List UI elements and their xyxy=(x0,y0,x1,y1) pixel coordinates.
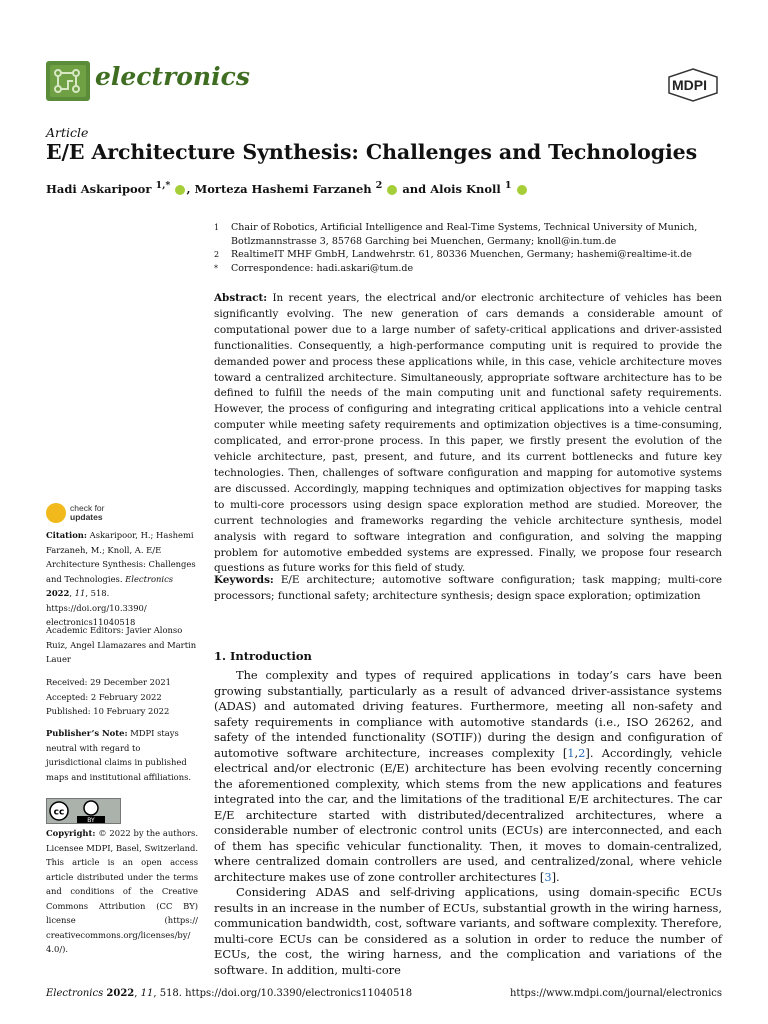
footer-journal-url[interactable]: https://www.mdpi.com/journal/electronics xyxy=(509,988,722,999)
svg-text:cc: cc xyxy=(53,807,65,818)
academic-editors: Academic Editors: Javier Alonso Ruiz, Angel Llamazares and Martin Lauer xyxy=(46,625,197,664)
paragraph: Considering ADAS and self-driving applications, using domain-specific ECUs results in an increase in the number of ECUs, substantial growth in the wiring harness, communication bandwidth, cost, software variants, and software complexity. Therefore, multi-core ECUs can be considered as a solution in order to reduce the number of ECUs, the cost, the wiring harness, and the complication and variations of the software. In addition, multi-core xyxy=(214,885,722,977)
svg-text:BY: BY xyxy=(87,817,95,823)
correspondence: * Correspondence: hadi.askari@tum.de xyxy=(214,263,414,274)
article-type: Article xyxy=(46,125,89,140)
keywords xyxy=(214,573,722,605)
keywords-text: E/E architecture; automotive software configuration; task mapping; multi-core processors; functional safety; architecture synthesis; design space exploration; optimization xyxy=(214,574,722,602)
citation-block: Citation: Askaripoor, H.; Hashemi Farzaneh, M.; Knoll, A. E/E Architecture Synthesis: Challenges and Technologies. Electronics 2022, 11, 518. https://doi.org/10.3390/ electronics11040518 xyxy=(46,530,196,627)
check-updates-icon xyxy=(46,503,66,523)
author-name: Hadi Askaripoor xyxy=(46,181,152,196)
orcid-icon[interactable] xyxy=(175,185,185,195)
citation-link[interactable]: 3 xyxy=(544,869,552,884)
abstract-label: Abstract: xyxy=(214,292,268,304)
publisher-note: Publisher’s Note: MDPI stays neutral with regard to jurisdictional claims in published maps and institutional affiliations. xyxy=(46,728,192,782)
author-name: Morteza Hashemi Farzaneh xyxy=(194,181,372,196)
author-affiliation-mark: 1 xyxy=(504,180,512,191)
author-name: Alois Knoll xyxy=(430,181,501,196)
section-heading: 1. Introduction xyxy=(214,649,312,663)
mdpi-logo xyxy=(666,68,720,102)
paragraph: The complexity and types of required applications in today’s cars have been growing substantially, particularly as a result of advanced driver-assistance systems (ADAS) and automated driving features. Furthermore, meeting all non-safety and safety requirements in compliance with automotive standards (i.e., ISO 26262, and safety of the intended functionality (SOTIF)) during the design and configuration of automotive software architecture, increases complexity [1,2]. Accordingly, vehicle electrical and/or electronic (E/E) architecture has been evolving recently concerning the aforementioned complexity, which stems from the new applications and features integrated into the car, and the limitations of the traditional E/E architectures. The car E/E architecture started with distributed/decentralized architectures, where a considerable number of electronic control units (ECUs) are interconnected, and each of them has specific vehicular functionality. Then, it moves to domain-centralized, where centralized domain controllers are used, and centralized/zonal, where vehicle architecture makes use of zone controller architectures [3]. xyxy=(214,668,722,884)
affiliation: 2 RealtimeIT MHF GmbH, Landwehrstr. 61, 80336 Muenchen, Germany; hashemi@realtime-it.de xyxy=(214,249,692,260)
cc-by-license-icon[interactable] xyxy=(46,798,121,824)
abstract-text: In recent years, the electrical and/or electronic architecture of vehicles has been significantly evolving. The new generation of cars demands a considerable amount of computational power due to a large number of safety-critical applications and driver-assisted functionalities. Consequently, a high-performance computing unit is required to provide the demanded power and process these applications while, in this case, vehicle architecture moves toward a centralized architecture. Simultaneously, appropriate software architecture has to be defined to fulfill the needs of the main computing unit and functional safety requirements. However, the process of configuring and integrating critical applications into a vehicle central computer while meeting safety requirements and optimization objectives is a time-consuming, complicated, and error-prone process. In this paper, we firstly present the evolution of the vehicle architecture, past, present, and future, and its current bottlenecks and future key technologies. Then, challenges of software configuration and mapping for automotive systems are discussed. Accordingly, mapping techniques and optimization objectives for mapping tasks to multi-core processors using design space exploration method are studied. Moreover, the current technologies and frameworks regarding the vehicle architecture synthesis, model analysis with regard to software integration and configuration, and solving the mapping problem for automotive embedded systems are expressed. Finally, we propose four research questions as future works for this field of study. xyxy=(214,292,722,575)
author-affiliation-mark: 2 xyxy=(375,180,383,191)
author-affiliation-mark: 1,* xyxy=(155,180,171,191)
footer-citation: Electronics 2022, 11, 518. https://doi.org/10.3390/electronics11040518 xyxy=(46,988,413,999)
journal-logo xyxy=(46,61,90,101)
orcid-icon[interactable] xyxy=(387,185,397,195)
author-list: Hadi Askaripoor $^{1,*}$ , Morteza Hashemi Farzaneh $^2$ and Alois Knoll $^1$ xyxy=(46,180,528,196)
dates: Received: 29 December 2021 Accepted: 2 February 2022 Published: 10 February 2022 xyxy=(46,677,171,716)
affiliation: 1 Chair of Robotics, Artificial Intelligence and Real-Time Systems, Technical University of Munich, Botlzmannstrasse 3, 85768 Garching bei Muenchen, Germany; knoll@in.tum.de xyxy=(214,222,698,247)
orcid-icon[interactable] xyxy=(517,185,527,195)
abstract xyxy=(214,291,722,577)
citation-link[interactable]: 2 xyxy=(578,745,586,760)
copyright-notice: Copyright: © 2022 by the authors. Licensee MDPI, Basel, Switzerland. This article is an open access article distributed under the terms and conditions of the Creative Commons Attribution (CC BY) license (https:// creativecommons.org/licenses/by/ 4.0/). xyxy=(46,828,198,954)
citation-link[interactable]: 1 xyxy=(567,745,575,760)
journal-name: electronics xyxy=(95,62,250,91)
body-text xyxy=(214,668,722,978)
article-title: E/E Architecture Synthesis: Challenges and Technologies xyxy=(46,140,698,164)
mdpi-logo-text: MDPI xyxy=(672,77,707,93)
keywords-label: Keywords: xyxy=(214,574,274,586)
